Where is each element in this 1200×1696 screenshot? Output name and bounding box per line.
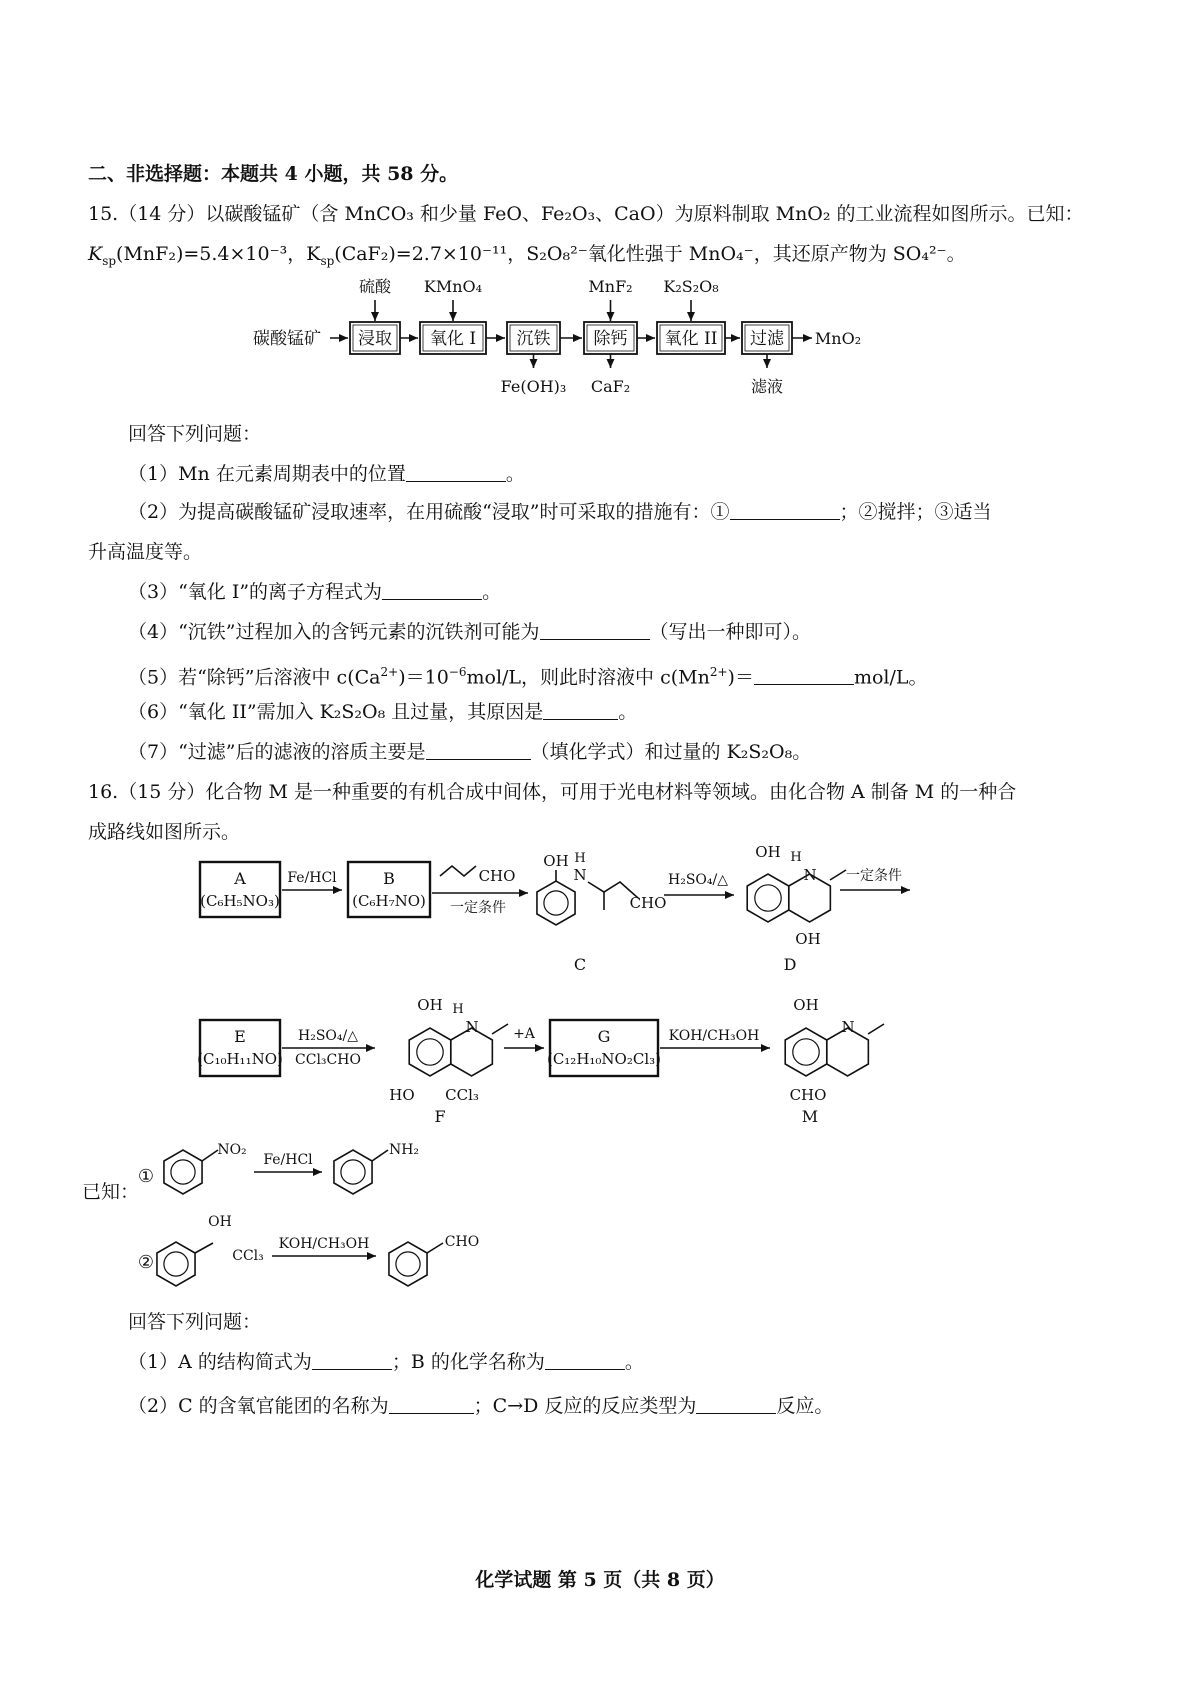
known1-product-bond	[372, 1150, 388, 1161]
q15-q5-text-b: )＝10	[398, 666, 449, 689]
known1-product-benzene	[334, 1150, 372, 1194]
flow-start-label: 碳酸锰矿	[253, 329, 321, 349]
reagent-certain-conditions: 一定条件	[450, 900, 506, 916]
compound-b-box-formula: (C₆H₇NO)	[352, 892, 426, 910]
d-n-label: N	[803, 866, 817, 884]
reagent-h2so4-2: H₂SO₄/△	[298, 1028, 358, 1044]
ksp-mnf2: (MnF₂)=5.4×10⁻³，K	[116, 243, 321, 265]
known1-amino: NH₂	[388, 1142, 420, 1158]
d-h-label: H	[790, 850, 802, 865]
compound-c-name: C	[573, 955, 587, 974]
q16-q2-end: 反应。	[776, 1395, 834, 1417]
answer-blank[interactable]	[545, 1349, 625, 1370]
c-h-label: H	[574, 851, 586, 866]
compound-e-box-formula: (C₁₀H₁₁NO)	[197, 1050, 283, 1068]
known2-number: ②	[137, 1252, 155, 1273]
q16-answer-prompt: 回答下列问题：	[128, 1311, 262, 1333]
q15-question-2-cont: 升高温度等。	[88, 541, 203, 563]
answer-blank[interactable]	[312, 1349, 392, 1370]
c-oh-label: OH	[543, 852, 569, 870]
flow-step-label: 氧化 II	[664, 329, 718, 349]
q15-q4-end: （写出一种即可）。	[649, 621, 812, 643]
compound-m-name: M	[801, 1107, 819, 1126]
known2-ccl3: CCl₃	[232, 1248, 264, 1264]
reagent-chloral: CCl₃CHO	[295, 1052, 361, 1068]
q15-q3-text: （3）“氧化 I”的离子方程式为	[128, 581, 383, 603]
flow-input-label: 硫酸	[358, 277, 392, 296]
arrow-f-to-g-head	[535, 1044, 544, 1052]
flow-step-label: 氧化 I	[429, 329, 477, 349]
known2-benzene-aromatic	[164, 1252, 188, 1276]
q16-q2-text-b: ；C→D 反应的反应类型为	[473, 1395, 697, 1417]
arrow-a-to-b-head	[333, 886, 342, 894]
compound-e-box-label: E	[234, 1027, 246, 1046]
flow-input-label: KMnO₄	[423, 277, 483, 296]
compound-f-benzene	[409, 1028, 451, 1076]
arrow-b-to-c-head	[519, 889, 528, 897]
q15-q4-text: （4）“沉铁”过程加入的含钙元素的沉铁剂可能为	[128, 621, 540, 643]
compound-g-box-label: G	[597, 1027, 611, 1046]
compound-f-benzene-aromatic	[417, 1039, 443, 1065]
q15-q5-text-c: mol/L，则此时溶液中 c(Mn	[466, 666, 710, 689]
known1-reagent: Fe/HCl	[263, 1152, 313, 1168]
ksp-caf2-note: (CaF₂)=2.7×10⁻¹¹，S₂O₈²⁻氧化性强于 MnO₄⁻，其还原产物为 SO₄²⁻。	[334, 243, 966, 265]
reagent-h2so4: H₂SO₄/△	[668, 872, 728, 888]
compound-b-box-label: B	[383, 869, 395, 888]
compound-d-name: D	[783, 955, 797, 974]
flow-step-label: 过滤	[750, 329, 784, 349]
compound-m-benzene-aromatic	[793, 1039, 819, 1065]
q15-q7-end: （填化学式）和过量的 K₂S₂O₈。	[530, 741, 812, 763]
answer-blank[interactable]	[389, 1393, 474, 1414]
flow-output-label: CaF₂	[590, 377, 631, 396]
d-oh2-label: OH	[795, 930, 821, 948]
q16-q1-end: 。	[624, 1351, 644, 1373]
compound-c-ring	[537, 881, 575, 925]
q15-answer-prompt: 回答下列问题：	[128, 423, 262, 445]
compound-a-box-formula: (C₆H₅NO₃)	[200, 892, 280, 910]
f-methyl	[492, 1024, 508, 1034]
m-cho-label: CHO	[789, 1086, 827, 1104]
arrow-d-to-e-head	[901, 886, 910, 894]
known1-benzene	[164, 1150, 202, 1194]
f-h-label: H	[452, 1002, 464, 1017]
c-cho-label: CHO	[629, 894, 667, 912]
q15-q6-end: 。	[618, 701, 638, 723]
known2-aldehyde: CHO	[444, 1234, 480, 1250]
q15-q5-text-d: )＝	[727, 666, 754, 689]
f-ho-label: HO	[389, 1086, 415, 1104]
q15-q3-end: 。	[482, 581, 502, 603]
compound-m-benzene	[785, 1028, 827, 1076]
arrow-e-to-f-head	[366, 1044, 375, 1052]
q16-question-1	[128, 1348, 644, 1376]
compound-d-benzene	[747, 874, 789, 922]
scheme-group	[138, 843, 910, 1286]
flow-step-label: 沉铁	[516, 329, 551, 349]
section-title: 二、非选择题：本题共 4 小题，共 58 分。	[88, 163, 459, 185]
flow-step-label: 除钙	[593, 329, 628, 349]
q15-q5-text-a: （5）若“除钙”后溶液中 c(Ca	[128, 666, 381, 689]
known2-benzene	[157, 1242, 195, 1286]
known2-oh: OH	[208, 1214, 232, 1230]
c-n-label: N	[573, 866, 587, 884]
known2-product-benzene	[389, 1242, 427, 1286]
known1-nitro: NO₂	[217, 1142, 247, 1158]
known1-bond	[202, 1150, 218, 1161]
d-oh-label: OH	[755, 843, 781, 861]
f-n-label: N	[465, 1018, 479, 1036]
flow-input-label: MnF₂	[588, 277, 633, 296]
known1-product-benzene-aromatic	[341, 1160, 365, 1184]
m-oh-label: OH	[793, 996, 819, 1014]
reagent-certain-conditions-2: 一定条件	[846, 868, 902, 884]
known2-bond	[195, 1243, 213, 1253]
m-n-label: N	[841, 1018, 855, 1036]
page-footer: 化学试题 第 5 页（共 8 页）	[475, 1569, 725, 1591]
q16-q2-text-a: （2）C 的含氧官能团的名称为	[128, 1395, 389, 1417]
q16-intro-line1: 16.（15 分）化合物 M 是一种重要的有机合成中间体，可用于光电材料等领域。由化合物 A 制备 M 的一种合	[88, 781, 1017, 803]
known1-number: ①	[137, 1166, 155, 1187]
q15-intro-line1: 15.（14 分）以碳酸锰矿（含 MnCO₃ 和少量 FeO、Fe₂O₃、CaO）为原料制取 MnO₂ 的工业流程如图所示。已知：	[88, 203, 1084, 225]
known2-reagent: KOH/CH₃OH	[278, 1236, 370, 1252]
flow-step-label: 浸取	[358, 329, 392, 349]
q15-q6-text: （6）“氧化 II”需加入 K₂S₂O₈ 且过量，其原因是	[128, 701, 544, 723]
q15-question-5: （5）若“除钙”后溶液中 $c(Ca^{2+})=10^{-6}mol/L$，则此时溶液中 $c(Mn^{2+})= mol/L$。	[128, 665, 928, 689]
q15-q7-text: （7）“过滤”后的滤液的溶质主要是	[128, 741, 426, 763]
reagent-fe-hcl: Fe/HCl	[287, 870, 337, 886]
q15-intro-line2: $K_{sp}(MnF_2)=5.4\times 10^{-3}$，$K_{sp}(CaF_2)=2.7\times 10^{-11}$，S₂O₈²⁻氧化性强于 MnO₄⁻，其还原产物为 SO₄²⁻。	[88, 243, 966, 268]
crotonaldehyde-chain	[440, 866, 476, 876]
q16-q1-text-b: ；B 的化学名称为	[391, 1351, 545, 1373]
known2-arrow-head	[367, 1252, 376, 1260]
compound-g-box-formula: (C₁₂H₁₀NO₂Cl₃)	[546, 1050, 662, 1068]
flow-input-label: K₂S₂O₈	[663, 277, 719, 296]
flow-product-label: MnO₂	[814, 329, 862, 348]
reagent-plus-a: +A	[513, 1026, 535, 1042]
flow-output-label: 滤液	[750, 377, 784, 396]
answer-blank[interactable]	[696, 1393, 776, 1414]
reagent-crotonaldehyde: CHO	[478, 867, 516, 885]
q16-intro-line2: 成路线如图所示。	[88, 821, 241, 843]
arrow-g-to-m-head	[761, 1044, 770, 1052]
reagent-koh-meoh: KOH/CH₃OH	[668, 1028, 760, 1044]
known2-product-bond	[427, 1243, 443, 1253]
compound-a-box-label: A	[234, 869, 246, 888]
m-methyl	[868, 1024, 884, 1034]
q15-q1-end: 。	[505, 463, 525, 485]
compound-f-name: F	[434, 1107, 446, 1126]
q15-q5-end: mol/L。	[853, 666, 928, 689]
q15-q1-text: （1）Mn 在元素周期表中的位置	[128, 463, 406, 485]
known1-benzene-aromatic	[171, 1160, 195, 1184]
f-oh-label: OH	[417, 996, 443, 1014]
q15-q2-text-a: （2）为提高碳酸锰矿浸取速率，在用硫酸“浸取”时可采取的措施有：①	[128, 501, 730, 523]
compound-d-benzene-aromatic	[755, 885, 781, 911]
known1-arrow-head	[313, 1168, 322, 1176]
f-ccl3-label: CCl₃	[445, 1086, 479, 1104]
known-label: 已知：	[82, 1181, 140, 1203]
q16-question-2	[128, 1392, 833, 1420]
ksp-symbol: K	[88, 243, 103, 265]
q16-q1-text-a: （1）A 的结构简式为	[128, 1351, 312, 1373]
known2-product-benzene-aromatic	[396, 1252, 420, 1276]
arrow-c-to-d-head	[725, 891, 734, 899]
q15-q2-text-b: ；②搅拌；③适当	[839, 501, 992, 523]
d-methyl	[830, 870, 846, 880]
compound-c-ring-aromatic	[544, 891, 568, 915]
flow-output-label: Fe(OH)₃	[500, 377, 567, 396]
